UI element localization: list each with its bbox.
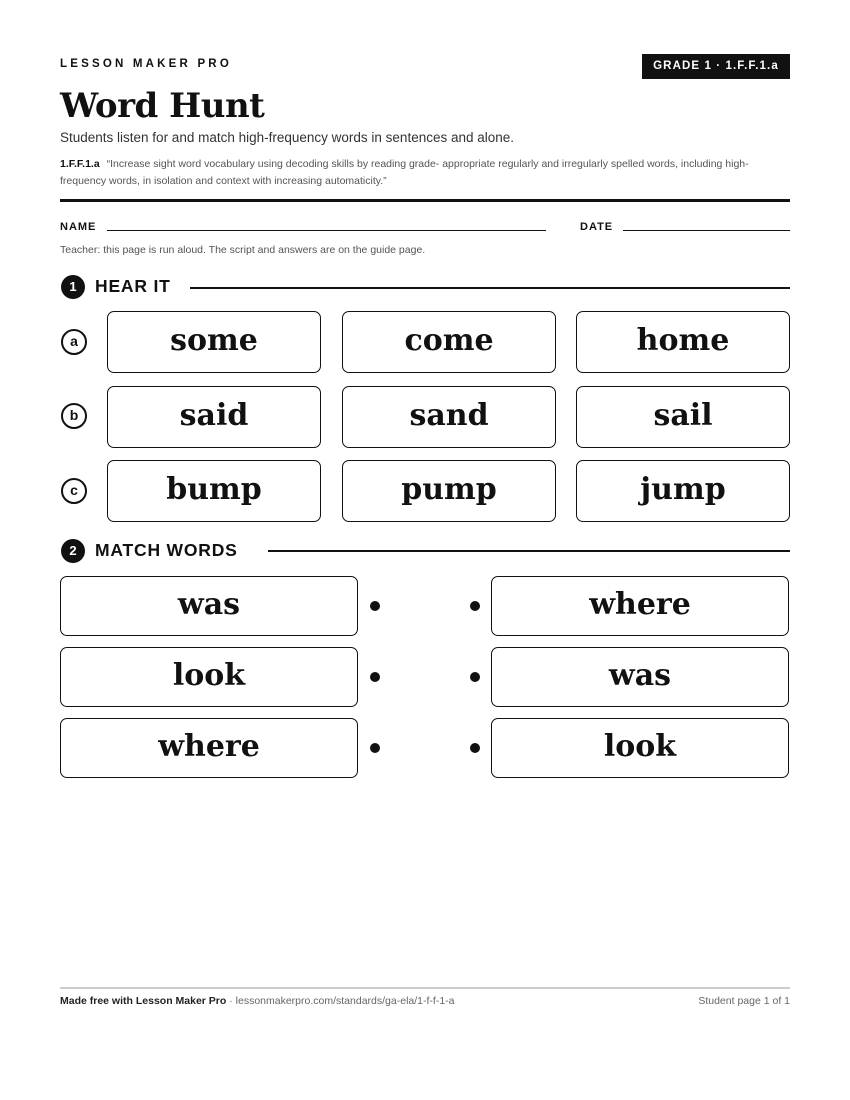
footer-made-with: Made free with Lesson Maker Pro <box>60 995 227 1007</box>
match-left-word[interactable]: look <box>60 647 358 707</box>
section-1-title: HEAR IT <box>95 276 171 296</box>
teacher-note: Teacher: this page is run aloud. The script and answers are on the guide page. <box>60 244 426 256</box>
brand-name: LESSON MAKER PRO <box>60 58 232 70</box>
name-line <box>107 230 546 231</box>
match-left-word[interactable]: where <box>60 718 358 778</box>
section-2-title: MATCH WORDS <box>95 540 238 560</box>
date-label: DATE <box>580 221 614 233</box>
footer-credit <box>60 995 455 1007</box>
footer-url[interactable]: · lessonmakerpro.com/standards/ga-ela/1-f-f-1-a <box>229 995 455 1007</box>
match-right-word[interactable]: look <box>491 718 789 778</box>
word-card[interactable]: sail <box>576 386 790 448</box>
footer-divider <box>60 987 790 989</box>
match-left-dot[interactable] <box>370 672 380 682</box>
row-letter-a: a <box>61 329 87 355</box>
standard-description <box>60 156 792 190</box>
match-right-word[interactable]: where <box>491 576 789 636</box>
match-left-word[interactable]: was <box>60 576 358 636</box>
grade-badge: GRADE 1 · 1.F.F.1.a <box>642 54 790 79</box>
match-right-dot[interactable] <box>470 672 480 682</box>
word-card[interactable]: bump <box>107 460 321 522</box>
match-right-word[interactable]: was <box>491 647 789 707</box>
word-card[interactable]: come <box>342 311 556 373</box>
header-divider <box>60 199 790 202</box>
row-letter-c: c <box>61 478 87 504</box>
word-card[interactable]: pump <box>342 460 556 522</box>
word-card[interactable]: some <box>107 311 321 373</box>
standard-text: “Increase sight word vocabulary using decoding skills by reading grade- appropriate regularly and irregularly spelled words, including high-frequency words, in isolation and context with increasing automaticity.” <box>60 158 749 187</box>
name-label: NAME <box>60 221 97 233</box>
section-1-number: 1 <box>61 275 85 299</box>
section-2-number: 2 <box>61 539 85 563</box>
match-right-dot[interactable] <box>470 743 480 753</box>
word-card[interactable]: home <box>576 311 790 373</box>
page-subtitle: Students listen for and match high-frequency words in sentences and alone. <box>60 130 515 145</box>
word-card[interactable]: said <box>107 386 321 448</box>
word-card[interactable]: jump <box>576 460 790 522</box>
match-right-dot[interactable] <box>470 601 480 611</box>
match-left-dot[interactable] <box>370 743 380 753</box>
match-left-dot[interactable] <box>370 601 380 611</box>
word-card[interactable]: sand <box>342 386 556 448</box>
section-1-rule <box>190 287 790 289</box>
page-title: Word Hunt <box>60 86 265 126</box>
standard-code: 1.F.F.1.a <box>60 158 100 170</box>
section-2-rule <box>268 550 790 552</box>
footer-page-number: Student page 1 of 1 <box>698 995 790 1007</box>
row-letter-b: b <box>61 403 87 429</box>
date-line <box>623 230 790 231</box>
